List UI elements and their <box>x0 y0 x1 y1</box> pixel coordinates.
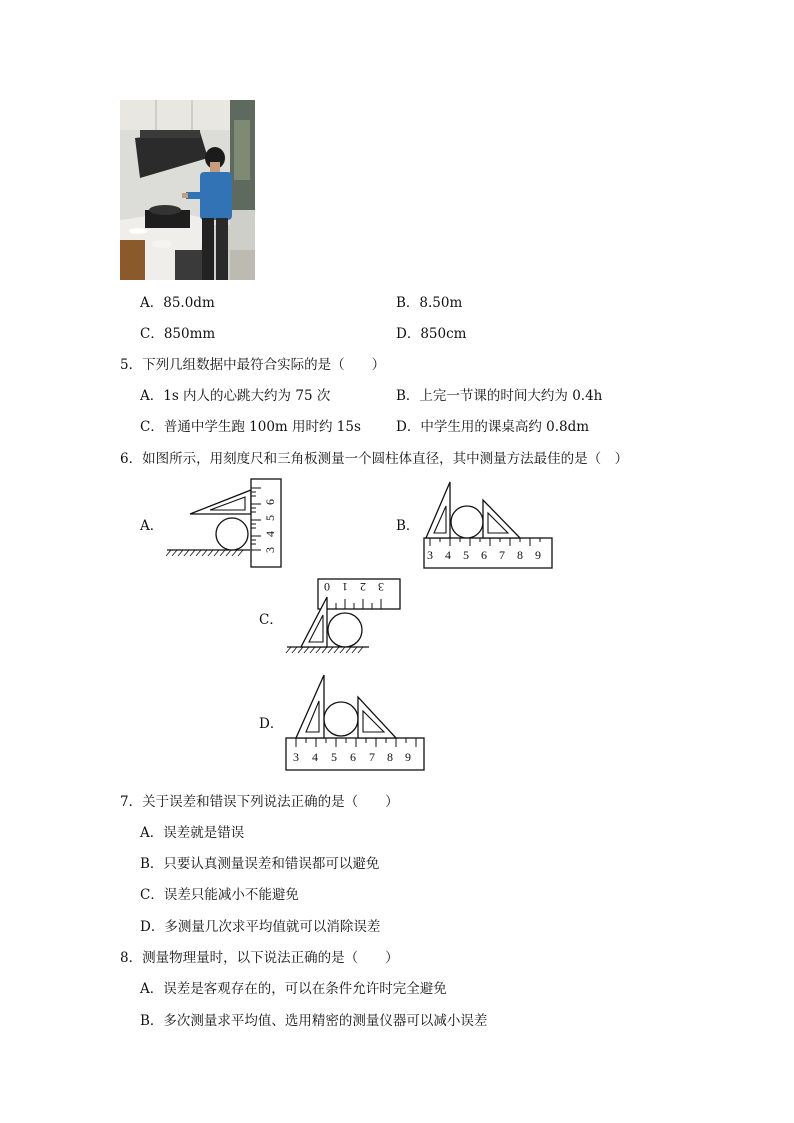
q8-stem: 8．测量物理量时，以下说法正确的是（ ） <box>120 950 399 966</box>
q8-option-a: A．误差是客观存在的，可以在条件允许时完全避免 <box>140 981 447 997</box>
q4-option-d: D．850cm <box>396 326 467 342</box>
q5-option-b: B．上完一节课的时间大约为 0.4h <box>396 388 603 404</box>
q4-option-c: C．850mm <box>140 326 216 342</box>
ruler-a-tick-0: 3 <box>263 547 277 553</box>
ruler-b-tick-2: 5 <box>463 548 469 562</box>
ruler-d-tick-1: 4 <box>312 750 318 764</box>
ruler-b-tick-5: 8 <box>517 548 523 562</box>
ruler-a-tick-3: 6 <box>263 499 277 505</box>
ruler-d-tick-4: 7 <box>369 750 375 764</box>
ruler-c-tick-1: 1 <box>342 580 348 594</box>
ruler-b-tick-6: 9 <box>535 548 541 562</box>
ruler-b-tick-3: 6 <box>481 548 487 562</box>
ruler-c-tick-2: 2 <box>360 580 366 594</box>
ruler-d-tick-3: 6 <box>350 750 356 764</box>
ruler-b-tick-4: 7 <box>499 548 505 562</box>
q6-figure-d <box>284 671 429 773</box>
q7-option-d: D．多测量几次求平均值就可以消除误差 <box>140 919 381 935</box>
kitchen-photo <box>120 100 255 280</box>
ruler-d-tick-2: 5 <box>331 750 337 764</box>
ruler-d-tick-6: 9 <box>405 750 411 764</box>
ruler-d-tick-0: 3 <box>293 750 299 764</box>
q5-option-d: D．中学生用的课桌高约 0.8dm <box>396 419 590 435</box>
ruler-b-tick-0: 3 <box>427 548 433 562</box>
q7-option-b: B．只要认真测量误差和错误都可以避免 <box>140 856 380 872</box>
q5-stem: 5．下列几组数据中最符合实际的是（ ） <box>120 357 386 373</box>
q5-option-c: C．普通中学生跑 100m 用时约 15s <box>140 419 361 435</box>
ruler-d-tick-5: 8 <box>387 750 393 764</box>
q5-option-a: A．1s 内人的心跳大约为 75 次 <box>140 388 331 404</box>
q7-stem: 7．关于误差和错误下列说法正确的是（ ） <box>120 794 399 810</box>
q7-option-a: A．误差就是错误 <box>140 825 245 841</box>
ruler-c-tick-0: 0 <box>324 580 330 594</box>
q6-stem: 6．如图所示，用刻度尺和三角板测量一个圆柱体直径，其中测量方法最佳的是（ ） <box>120 451 629 467</box>
q6-label-a: A． <box>140 518 164 534</box>
ruler-b-tick-1: 4 <box>445 548 451 562</box>
q6-figure-c <box>285 575 405 657</box>
q6-label-c: C． <box>259 612 283 628</box>
q8-option-b: B．多次测量求平均值、选用精密的测量仪器可以减小误差 <box>140 1013 488 1029</box>
ruler-a-tick-2: 5 <box>263 515 277 521</box>
q6-label-b: B． <box>396 518 420 534</box>
ruler-c-tick-3: 3 <box>378 580 384 594</box>
q4-option-b: B．8.50m <box>396 295 463 311</box>
q7-option-c: C．误差只能减小不能避免 <box>140 887 299 903</box>
q6-figure-a <box>165 476 290 571</box>
q6-label-d: D． <box>259 716 284 732</box>
q4-option-a: A．85.0dm <box>140 295 215 311</box>
ruler-a-tick-1: 4 <box>263 531 277 537</box>
q6-figure-b <box>420 478 555 572</box>
